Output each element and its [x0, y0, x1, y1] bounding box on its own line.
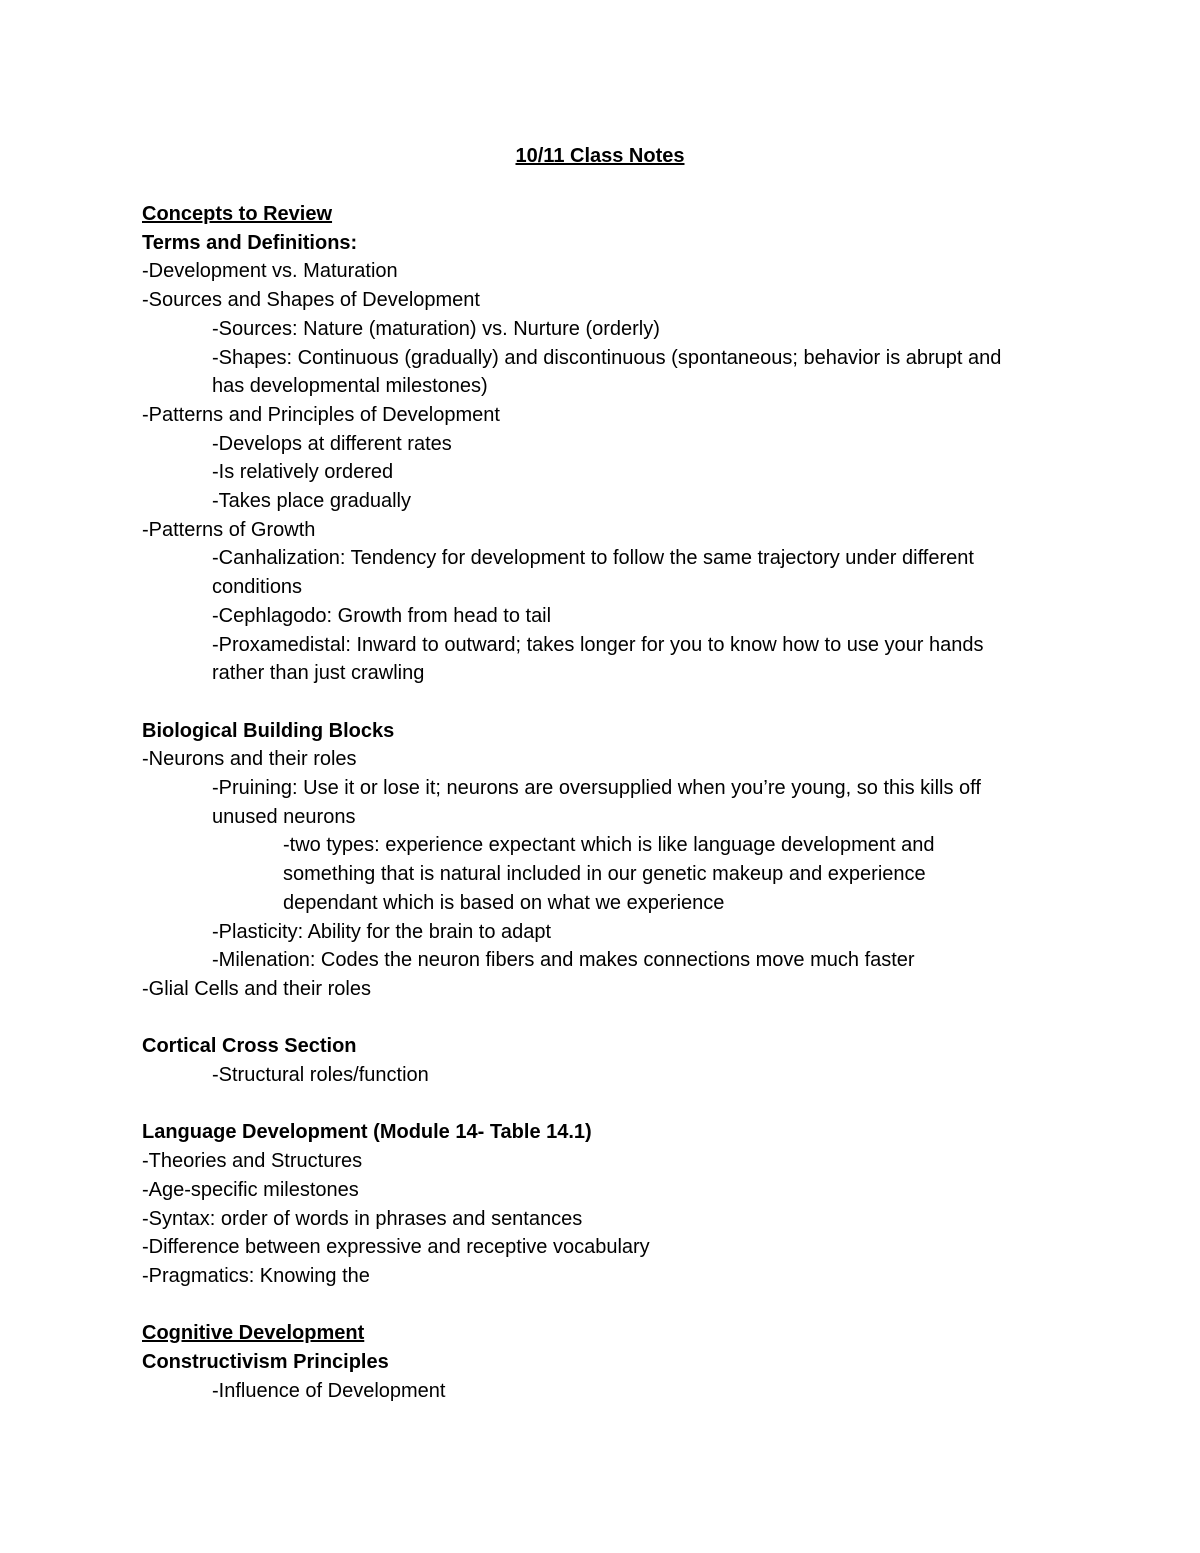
section-heading: Language Development (Module 14- Table 14.1)	[142, 1121, 592, 1144]
note-line: -Patterns of Growth	[142, 518, 316, 541]
page-title: 10/11 Class Notes	[515, 145, 685, 167]
note-line: conditions	[212, 576, 303, 599]
note-line: -Milenation: Codes the neuron fibers and makes connections move much faster	[212, 949, 915, 972]
note-line: -Neurons and their roles	[142, 748, 357, 771]
note-line: -Age-specific milestones	[142, 1178, 359, 1201]
note-line: -Glial Cells and their roles	[142, 977, 371, 1000]
section-heading: Biological Building Blocks	[142, 719, 395, 742]
note-line: -two types: experience expectant which is like language development and	[283, 834, 935, 857]
note-line: -Shapes: Continuous (gradually) and discontinuous (spontaneous; behavior is abrupt and	[212, 346, 1002, 369]
section-heading: Terms and Definitions:	[142, 231, 358, 254]
note-line: dependant which is based on what we experience	[283, 891, 725, 914]
note-line: -Canhalization: Tendency for development to follow the same trajectory under different	[212, 547, 974, 570]
note-line: has developmental milestones)	[212, 375, 488, 398]
note-line: unused neurons	[212, 805, 356, 828]
note-line: something that is natural included in our genetic makeup and experience	[283, 863, 926, 886]
note-line: -Pragmatics: Knowing the	[142, 1264, 370, 1287]
note-line: -Development vs. Maturation	[142, 260, 398, 283]
note-line: -Takes place gradually	[212, 490, 411, 512]
note-line: -Structural roles/function	[212, 1064, 429, 1086]
note-line: -Is relatively ordered	[212, 461, 394, 484]
note-line: rather than just crawling	[212, 662, 425, 685]
note-line: -Sources and Shapes of Development	[142, 289, 480, 312]
note-line: -Influence of Development	[212, 1379, 446, 1402]
note-line: -Patterns and Principles of Development	[142, 403, 500, 426]
section-heading: Constructivism Principles	[142, 1351, 389, 1373]
note-line: -Syntax: order of words in phrases and sentances	[142, 1207, 583, 1230]
note-line: -Difference between expressive and receptive vocabulary	[142, 1236, 650, 1259]
note-line: -Cephlagodo: Growth from head to tail	[212, 604, 552, 627]
note-line: -Pruining: Use it or lose it; neurons are oversupplied when you’re young, so this kills off	[212, 777, 981, 799]
note-line: -Develops at different rates	[212, 432, 452, 455]
note-line: -Plasticity: Ability for the brain to adapt	[212, 920, 552, 943]
note-line: -Theories and Structures	[142, 1150, 363, 1173]
section-heading: Cortical Cross Section	[142, 1035, 357, 1058]
note-line: -Sources: Nature (maturation) vs. Nurture (orderly)	[212, 317, 660, 340]
section-heading: Concepts to Review	[142, 203, 333, 225]
section-heading: Cognitive Development	[142, 1322, 365, 1345]
note-line: -Proxamedistal: Inward to outward; takes longer for you to know how to use your hands	[212, 633, 984, 656]
